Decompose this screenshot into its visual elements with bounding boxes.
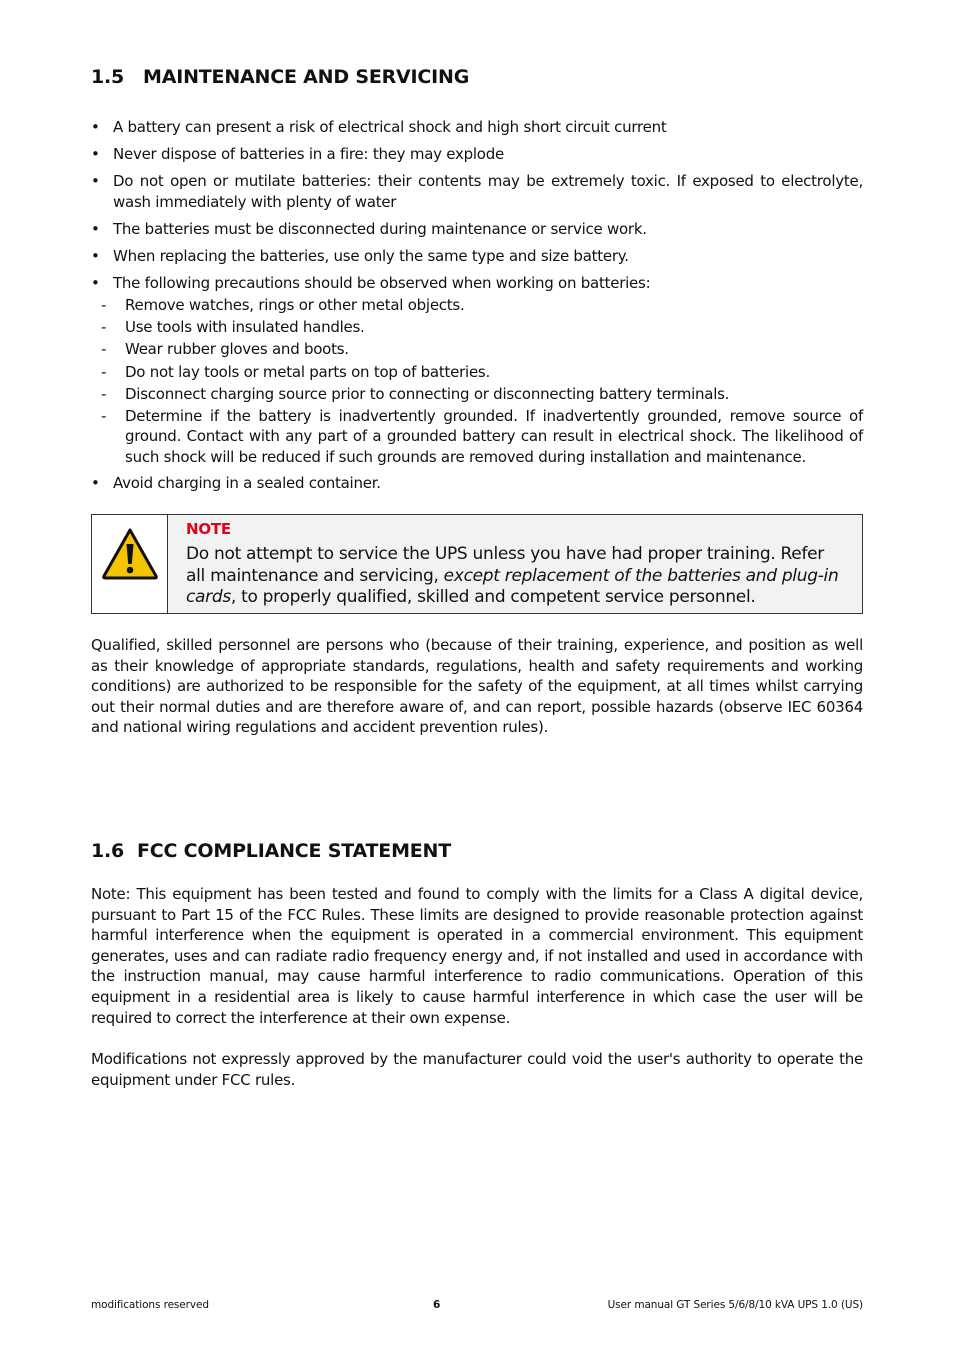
sub-list-item: - Remove watches, rings or other metal objects.	[91, 295, 863, 316]
list-item: • A battery can present a risk of electrical shock and high short circuit current	[91, 117, 863, 138]
section-number: 1.6	[91, 840, 125, 862]
fcc-paragraph-2: Modifications not expressly approved by the manufacturer could void the user's authority to operate the equipment under FCC rules.	[91, 1050, 863, 1089]
note-text: Do not attempt to service the UPS unless you have had proper training. Refer all maintenance and servicing, except replacement of the batteries and plug-in cards, to properly qualified, skilled and competent service personnel.	[186, 544, 839, 607]
qualified-personnel-paragraph: Qualified, skilled personnel are persons who (because of their training, experience, and position as well as their knowledge of appropriate standards, regulations, health and safety requirements and working conditions) are authorized to be responsible for the safety of the equipment, at all times whilst carrying out their normal duties and are therefore aware of, and can report, possible hazards (observe IEC 60364 and national wiring regulations and accident prevention rules).	[91, 636, 863, 737]
precautions-intro: The following precautions should be observed when working on batteries:	[113, 273, 651, 292]
section-1-6-heading	[91, 840, 451, 862]
footer-page-number: 6	[433, 1299, 441, 1311]
note-box	[91, 514, 863, 614]
footer-right: User manual GT Series 5/6/8/10 kVA UPS 1.0 (US)	[607, 1299, 863, 1311]
section-number: 1.5	[91, 66, 125, 88]
note-italic-text: except replacement of the batteries and plug-in cards	[186, 565, 839, 607]
sub-list-item: - Disconnect charging source prior to connecting or disconnecting battery terminals.	[91, 384, 863, 405]
sub-list-item: - Use tools with insulated handles.	[91, 317, 863, 338]
section-title: FCC COMPLIANCE STATEMENT	[137, 840, 452, 862]
list-item: • Avoid charging in a sealed container.	[91, 473, 863, 494]
warning-triangle-icon	[101, 527, 159, 581]
sub-list-item: - Do not lay tools or metal parts on top of batteries.	[91, 362, 863, 383]
list-item: • Do not open or mutilate batteries: their contents may be extremely toxic. If exposed to electrolyte, wash immediately with plenty of water	[91, 171, 863, 212]
sub-list-item: - Wear rubber gloves and boots.	[91, 339, 863, 360]
section-title: MAINTENANCE AND SERVICING	[143, 66, 470, 88]
list-item: • Never dispose of batteries in a fire: they may explode	[91, 144, 863, 165]
list-item: • The batteries must be disconnected during maintenance or service work.	[91, 219, 863, 240]
footer-left: modifications reserved	[91, 1299, 209, 1311]
note-label: NOTE	[186, 520, 231, 538]
list-item: • When replacing the batteries, use only the same type and size battery.	[91, 246, 863, 267]
precautions-sublist	[91, 295, 863, 467]
sub-list-item: - Determine if the battery is inadvertently grounded. If inadvertently grounded, remove source of ground. Contact with any part of a grounded battery can result in electrical shock. The likelihood of such shock will be reduced if such grounds are removed during installation and maintenance.	[91, 406, 863, 468]
battery-safety-list	[91, 117, 863, 500]
fcc-paragraph-1: Note: This equipment has been tested and found to comply with the limits for a Class A digital device, pursuant to Part 15 of the FCC Rules. These limits are designed to provide reasonable protection against harmful interference when the equipment is operated in a commercial environment. This equipment generates, uses and can radiate radio frequency energy and, if not installed and used in accordance with the instruction manual, may cause harmful interference to radio communications. Operation of this equipment in a residential area is likely to cause harmful interference in which case the user will be required to correct the interference at their own expense.	[91, 885, 863, 1027]
note-icon-cell	[92, 515, 168, 613]
list-item-precautions	[91, 273, 863, 468]
section-1-5-heading	[91, 66, 469, 88]
